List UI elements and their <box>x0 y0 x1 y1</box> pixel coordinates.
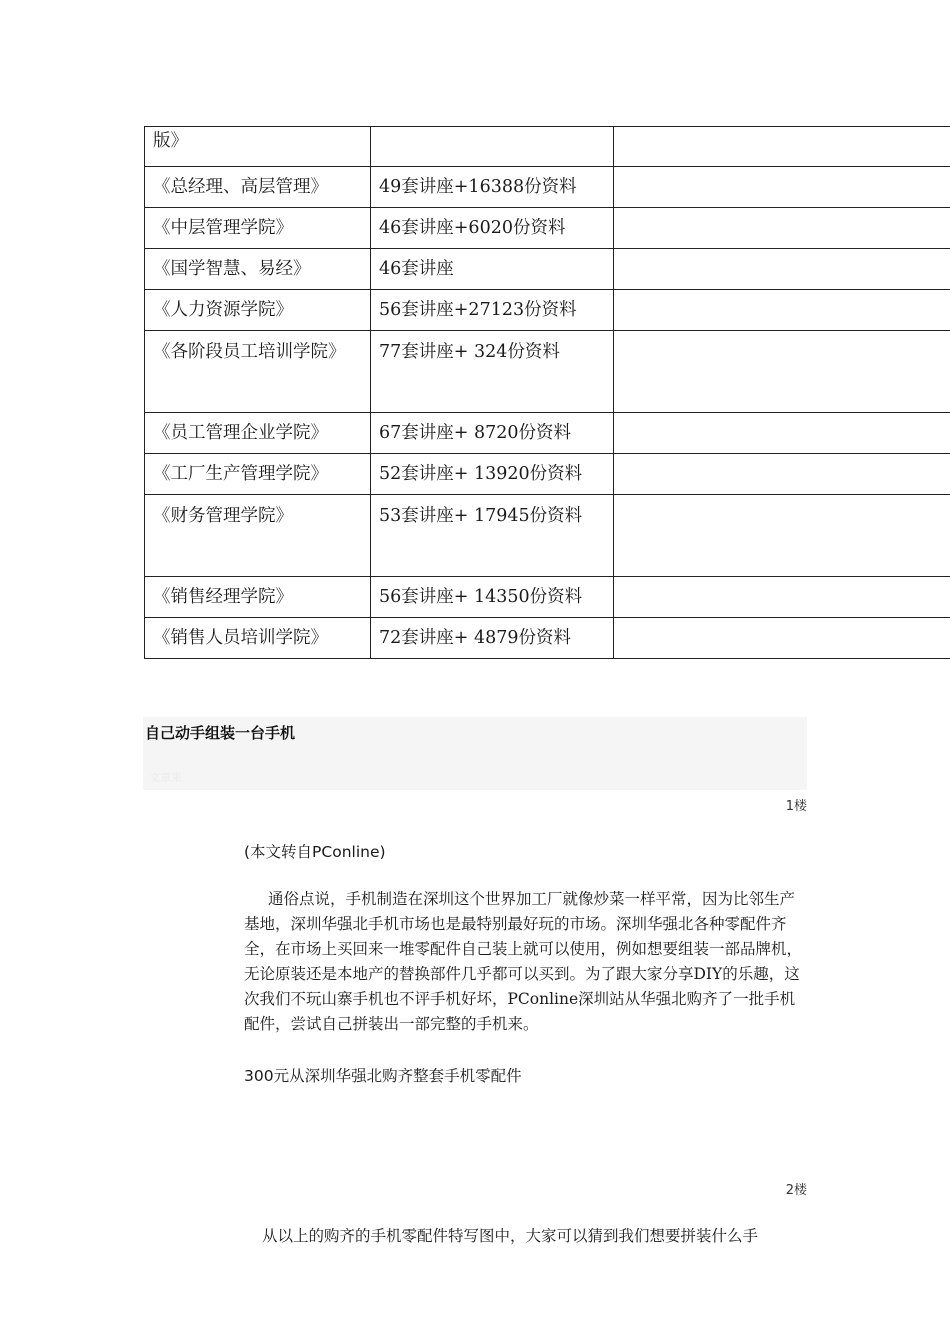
course-name: 《人力资源学院》 <box>145 290 371 331</box>
course-extra <box>614 495 950 577</box>
course-name: 《员工管理企业学院》 <box>145 413 371 454</box>
course-extra <box>614 413 950 454</box>
course-extra <box>614 208 950 249</box>
course-detail: 56套讲座+27123份资料 <box>371 290 614 331</box>
table-row <box>145 167 950 208</box>
floor-label-1: 1楼 <box>785 799 807 814</box>
table-row <box>145 331 950 413</box>
course-detail: 49套讲座+16388份资料 <box>371 167 614 208</box>
source-note: (本文转自PConline) <box>244 843 386 861</box>
course-name: 《总经理、高层管理》 <box>145 167 371 208</box>
article-body-2: 从以上的购齐的手机零配件特写图中，大家可以猜到我们想要拼装什么手 <box>262 1227 759 1245</box>
course-extra <box>614 249 950 290</box>
table-row <box>145 618 950 659</box>
course-extra <box>614 331 950 413</box>
course-extra <box>614 454 950 495</box>
table-row <box>145 577 950 618</box>
course-detail: 52套讲座+ 13920份资料 <box>371 454 614 495</box>
course-detail: 56套讲座+ 14350份资料 <box>371 577 614 618</box>
course-extra <box>614 577 950 618</box>
course-name: 《中层管理学院》 <box>145 208 371 249</box>
table-row <box>145 454 950 495</box>
course-extra <box>614 618 950 659</box>
course-detail: 77套讲座+ 324份资料 <box>371 331 614 413</box>
article-body: 通俗点说，手机制造在深圳这个世界加工厂就像炒菜一样平常，因为比邻生产基地，深圳华强北手机市场也是最特别最好玩的市场。深圳华强北各种零配件齐全，在市场上买回来一堆零配件自己装上就可以使用，例如想要组装一部品牌机，无论原装还是本地产的替换部件几乎都可以买到。为了跟大家分享DIY的乐趣，这次我们不玩山寨手机也不评手机好坏，PConline深圳站从华强北购齐了一批手机配件，尝试自己拼装出一部完整的手机来。 <box>244 890 803 1033</box>
table-row <box>145 413 950 454</box>
course-detail: 53套讲座+ 17945份资料 <box>371 495 614 577</box>
table-row <box>145 208 950 249</box>
course-name: 《国学智慧、易经》 <box>145 249 371 290</box>
table-row <box>145 249 950 290</box>
post-header <box>143 717 807 790</box>
course-name: 《各阶段员工培训学院》 <box>145 331 371 413</box>
image-caption: 300元从深圳华强北购齐整套手机零配件 <box>244 1067 522 1085</box>
course-name: 《财务管理学院》 <box>145 495 371 577</box>
course-name: 《工厂生产管理学院》 <box>145 454 371 495</box>
post-title: 自己动手组装一台手机 <box>145 724 296 742</box>
course-detail <box>371 127 614 167</box>
course-extra <box>614 127 950 167</box>
course-detail: 46套讲座+6020份资料 <box>371 208 614 249</box>
table-row <box>145 290 950 331</box>
course-name: 《销售经理学院》 <box>145 577 371 618</box>
course-table <box>144 126 950 659</box>
table-row <box>145 127 950 167</box>
floor-label-2: 2楼 <box>785 1183 807 1198</box>
course-extra <box>614 290 950 331</box>
course-name: 版》 <box>145 127 371 167</box>
post-subtle-text: 文章来 <box>149 771 182 784</box>
course-name: 《销售人员培训学院》 <box>145 618 371 659</box>
course-detail: 67套讲座+ 8720份资料 <box>371 413 614 454</box>
course-extra <box>614 167 950 208</box>
course-detail: 46套讲座 <box>371 249 614 290</box>
table-row <box>145 495 950 577</box>
course-detail: 72套讲座+ 4879份资料 <box>371 618 614 659</box>
